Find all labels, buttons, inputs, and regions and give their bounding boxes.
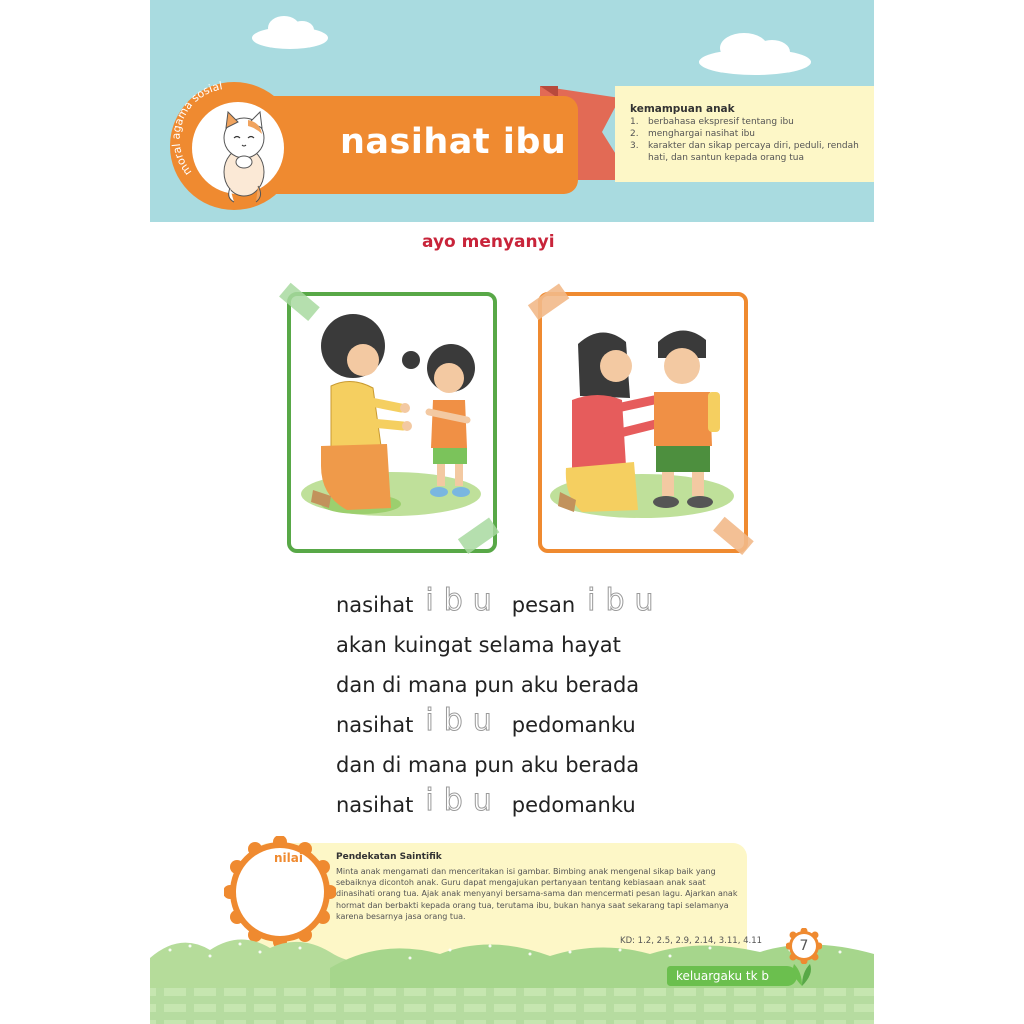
lyric-line: nasihat ibu pesan ibu [336,583,664,618]
note-title: Pendekatan Saintifik [336,852,442,862]
note-body: Minta anak mengamati dan menceritakan isi gambar. Bimbing anak mengenal sikap baik yang sebaiknya dicontoh anak. Guru dapat mengajukan pertanyaan tentang kebiasaan anak saat dinasihati orang tua. Ajak anak menyanyi bersama-sama dan mencermati pesan lagu. Ajarkan anak hormat dan berbakti kepada orang tua, terutama ibu, bukan hanya saat sekarang tapi selamanya karena besarnya jasa orang tua. [336,867,738,921]
mother-daughter-illustration [291,296,493,549]
nilai-label: nilai [274,851,303,865]
tape-decoration [456,514,504,558]
lyric-line: nasihat ibu pedomanku [336,703,636,738]
section-subtitle: ayo menyanyi [422,232,555,252]
tape-decoration [274,280,322,324]
page-title: nasihat ibu [340,122,567,162]
book-title: keluargaku tk b [676,969,769,983]
trace-word[interactable]: ibu [425,783,502,818]
leaf-icon [790,960,814,988]
mother-son-illustration [542,296,744,549]
skill-item: 3. karakter dan sikap percaya diri, peduli, rendah hati, dan santun kepada orang tua [630,141,859,163]
page-number: 7 [799,938,809,954]
song-lyrics [336,585,756,825]
trace-word[interactable]: ibu [425,583,502,618]
skills-heading: kemampuan anak [630,103,735,115]
cloud-icon [250,14,330,50]
trace-word[interactable]: ibu [587,583,664,618]
skill-item: 1. berbahasa ekspresif tentang ibu [630,117,794,127]
lyric-line: dan di mana pun aku berada [336,673,640,697]
lyric-line: nasihat ibu pedomanku [336,783,636,818]
worksheet-page [150,0,874,1024]
lyric-line: akan kuingat selama hayat [336,633,621,657]
skill-item: 2. menghargai nasihat ibu [630,129,756,139]
category-badge [164,78,304,218]
trace-word[interactable]: ibu [425,703,502,738]
tape-decoration [526,280,574,324]
skills-list [630,116,870,164]
kd-codes: KD: 1.2, 2.5, 2.9, 2.14, 3.11, 4.11 [620,936,763,946]
category-label: moral agama sosial [169,79,224,178]
tape-decoration [708,514,756,558]
lyric-line: dan di mana pun aku berada [336,753,640,777]
cloud-icon [696,30,814,78]
cat-icon [224,112,264,202]
